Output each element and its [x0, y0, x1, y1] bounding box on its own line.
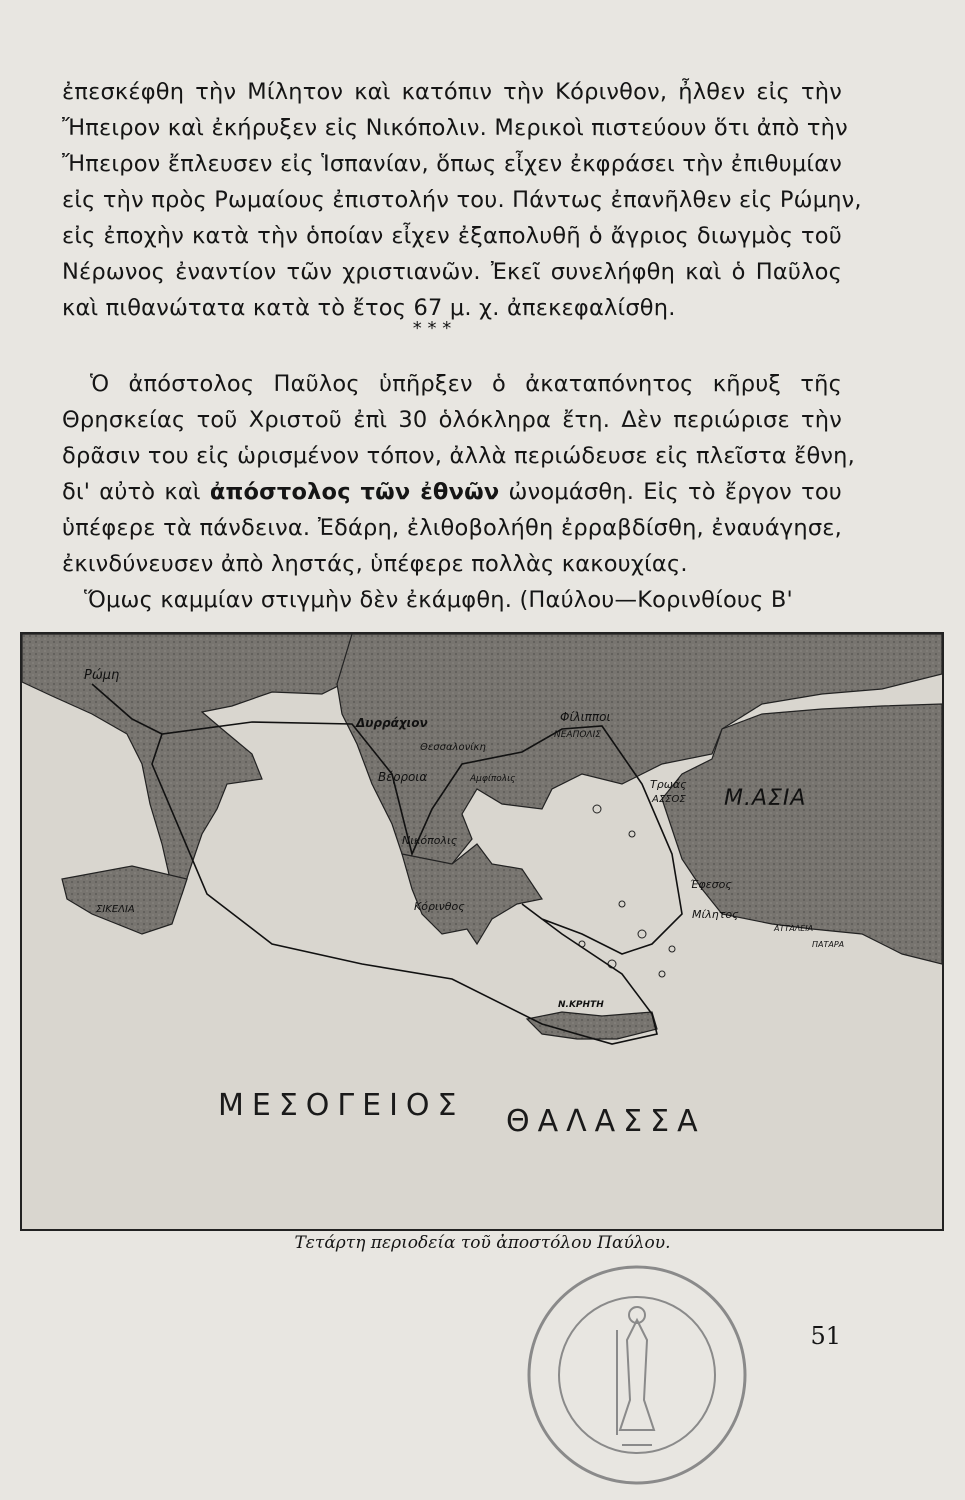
text-line: ἐκινδύνευσεν ἀπὸ ληστάς, ὑπέφερε πολλὰς κακουχίας. [62, 551, 688, 577]
label-corinth: Κόρινθος [414, 900, 465, 913]
emphasis-text: ἀπόστολος τῶν ἐθνῶν [209, 479, 500, 505]
label-neapolis: ΝΕΑΠΟΛΙΣ [554, 730, 601, 740]
sicily-land [62, 866, 187, 934]
text-line: εἰς ἐποχὴν κατὰ τὴν ὁποίαν εἶχεν ἐξαπολυθῆ ὁ ἄγριος διωγμὸς τοῦ [62, 223, 842, 249]
label-troas: Τρωάς [650, 778, 687, 791]
section-separator: * * * [412, 318, 452, 339]
text-line: Ἤπειρον καὶ ἐκήρυξεν εἰς Νικόπολιν. Μερικοὶ πιστεύουν ὅτι ἀπὸ τὴν [62, 115, 848, 141]
label-ephesus: Έφεσος [690, 878, 732, 891]
label-asia-minor: Μ.ΑΣΙΑ [724, 786, 807, 811]
label-mediterranean: ΜΕΣΟΓΕΙΟΣ [218, 1088, 465, 1123]
text-line: Θρησκείας τοῦ Χριστοῦ ἐπὶ 30 ὁλόκληρα ἔτη. Δὲν περιώρισε τὴν [62, 407, 842, 433]
text-line: Ὁ ἀπόστολος Παῦλος ὑπῆρξεν ὁ ἀκαταπόνητος κῆρυξ τῆς [90, 371, 842, 397]
paragraph-2 [62, 366, 855, 618]
label-dyrrachion: Δυρράχιον [356, 716, 428, 730]
text-line: ὑπέφερε τὰ πάνδεινα. Ἐδάρη, ἐλιθοβολήθη ἐρραβδίσθη, ἐναυάγησε, [62, 515, 842, 541]
text-line: δρᾶσιν του εἰς ὡρισμένον τόπον, ἀλλὰ περιώδευσε εἰς πλεῖστα ἔθνη, [62, 443, 855, 469]
label-veroia: Βέρροια [378, 770, 428, 784]
label-attaleia: ΑΤΤΑΛΕΙΑ [774, 924, 814, 933]
page-number: 51 [810, 1322, 841, 1350]
label-assos: ΑΣΣΟΣ [652, 794, 686, 805]
label-rome: Ρώμη [84, 668, 120, 683]
greece-land [402, 844, 542, 944]
label-philippi: Φίλιπποι [560, 710, 611, 724]
journey-map [20, 632, 944, 1231]
text-line: Ὅμως καμμίαν στιγμὴν δὲν ἐκάμφθη. (Παύλου—Κορινθίους Β' [84, 587, 793, 613]
text-line: καὶ πιθανώτατα κατὰ τὸ ἔτος 67 μ. χ. ἀπεκεφαλίσθη. [62, 295, 676, 321]
text-line: Ἤπειρον ἔπλευσεν εἰς Ἱσπανίαν, ὅπως εἶχεν ἐκφράσει τὴν ἐπιθυμίαν [62, 151, 842, 177]
text-line [62, 474, 842, 510]
label-crete: Ν.ΚΡΗΤΗ [558, 1000, 604, 1010]
text-line: ἐπεσκέφθη τὴν Μίλητον καὶ κατόπιν τὴν Κόρινθον, ἦλθεν εἰς τὴν [62, 79, 842, 105]
label-sicily: ΣΙΚΕΛΙΑ [96, 904, 135, 915]
label-miletus: Μίλητος [692, 908, 739, 921]
text-line: Νέρωνος ἐναντίον τῶν χριστιανῶν. Ἐκεῖ συνελήφθη καὶ ὁ Παῦλος [62, 259, 842, 285]
map-caption: Τετάρτη περιοδεία τοῦ ἀποστόλου Παύλου. [294, 1233, 671, 1253]
text-segment: ὠνομάσθη. Εἰς τὸ ἔργον του [508, 479, 842, 505]
library-stamp [522, 1260, 752, 1490]
label-nikopolis: Νικόπολις [402, 834, 458, 847]
label-sea: ΘΑΛΑΣΣΑ [506, 1104, 706, 1139]
text-line: εἰς τὴν πρὸς Ρωμαίους ἐπιστολήν του. Πάντως ἐπανῆλθεν εἰς Ρώμην, [62, 187, 862, 213]
label-patara: ΠΑΤΑΡΑ [812, 940, 845, 949]
label-thessaloniki: Θεσσαλονίκη [420, 742, 486, 753]
paragraph-1 [62, 74, 862, 326]
text-segment: δι' αὐτὸ καὶ [62, 479, 201, 505]
label-amphipolis: Αμφίπολις [470, 774, 516, 784]
italy-land [22, 634, 382, 894]
